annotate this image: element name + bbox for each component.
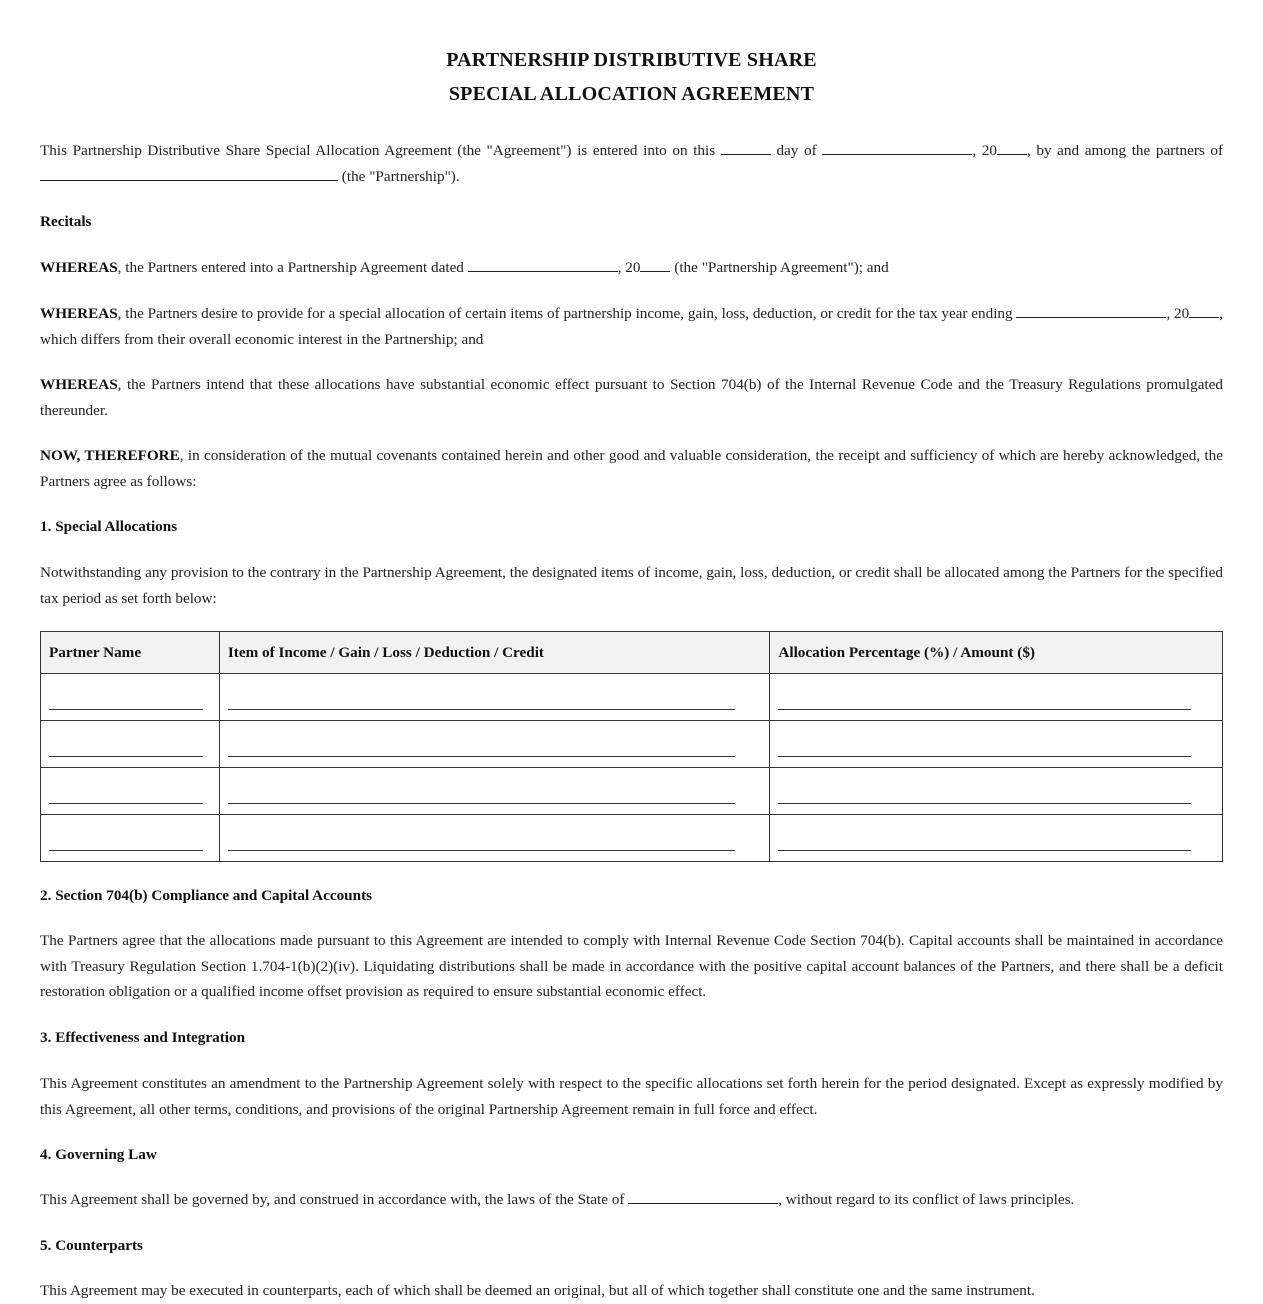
whereas-1: [40, 255, 1223, 281]
intro-text-3: , 20: [972, 142, 997, 159]
allocation-cell: [770, 768, 1223, 815]
title-line-2: SPECIAL ALLOCATION AGREEMENT: [448, 83, 815, 105]
document-title: [40, 43, 1223, 111]
year-blank[interactable]: [997, 142, 1027, 155]
intro-text-1: This Partnership Distributive Share Special Allocation Agreement (the "Agreement") is entered into on this: [40, 142, 716, 159]
partner-name-cell: [41, 815, 220, 862]
whereas-3: [40, 372, 1223, 423]
allocation-blank[interactable]: [778, 695, 1191, 710]
allocation-blank[interactable]: [778, 789, 1191, 804]
whereas-2-text-3: , which differs from their overall economic interest in the Partnership; and: [40, 305, 1224, 348]
column-header-item: Item of Income / Gain / Loss / Deduction / Credit: [219, 632, 770, 674]
table-row: [41, 768, 1223, 815]
intro-text-4: , by and among the partners of: [1026, 142, 1224, 159]
day-blank[interactable]: [721, 142, 771, 155]
partnership-name-blank[interactable]: [40, 168, 338, 181]
section-4-heading: 4. Governing Law: [40, 1146, 157, 1163]
allocation-cell: [770, 721, 1223, 768]
item-blank[interactable]: [228, 836, 735, 851]
intro-paragraph: [40, 138, 1223, 189]
section-5-heading: 5. Counterparts: [40, 1237, 143, 1254]
section-1-heading: 1. Special Allocations: [40, 518, 178, 535]
column-header-allocation: Allocation Percentage (%) / Amount ($): [770, 632, 1223, 674]
section-4-text-1: This Agreement shall be governed by, and construed in accordance with, the laws of the State of: [40, 1191, 625, 1208]
intro-text-5: (the "Partnership").: [341, 167, 460, 185]
item-blank[interactable]: [228, 742, 735, 757]
month-blank[interactable]: [822, 142, 972, 155]
table-row: [41, 721, 1223, 768]
item-cell: [219, 815, 770, 862]
table-row: [41, 815, 1223, 862]
allocation-blank[interactable]: [778, 836, 1191, 851]
whereas-2: [40, 301, 1223, 352]
allocation-cell: [770, 815, 1223, 862]
partner-name-blank[interactable]: [49, 695, 203, 710]
section-5-text: This Agreement may be executed in counterparts, each of which shall be deemed an original, but all of which together shall constitute one and the same instrument.: [40, 1282, 1035, 1299]
item-cell: [219, 768, 770, 815]
item-blank[interactable]: [228, 789, 735, 804]
title-line-1: PARTNERSHIP DISTRIBUTIVE SHARE: [446, 49, 817, 71]
now-therefore: [40, 443, 1223, 494]
whereas-2-text-1: , the Partners desire to provide for a special allocation of certain items of partnership income, gain, loss, deduction, or credit for the tax year ending: [117, 305, 1013, 322]
section-2-heading: 2. Section 704(b) Compliance and Capital Accounts: [40, 887, 373, 904]
tax-year-blank[interactable]: [1189, 305, 1219, 318]
table-row: [41, 674, 1223, 721]
section-4-text-2: , without regard to its conflict of laws principles.: [778, 1191, 1075, 1208]
allocation-blank[interactable]: [778, 742, 1191, 757]
whereas-1-text-1: , the Partners entered into a Partnership Agreement dated: [117, 259, 464, 276]
whereas-1-lead: WHEREAS: [40, 259, 118, 276]
whereas-2-lead: WHEREAS: [40, 305, 118, 322]
whereas-3-lead: WHEREAS: [40, 376, 118, 393]
whereas-2-text-2: , 20: [1166, 305, 1190, 322]
now-therefore-text: , in consideration of the mutual covenants contained herein and other good and valuable consideration, the receipt and sufficiency of which are hereby acknowledged, the Partners agree as follows:: [40, 447, 1223, 490]
item-cell: [219, 674, 770, 721]
column-header-partner-name: Partner Name: [41, 632, 220, 674]
whereas-1-text-3: (the "Partnership Agreement"); and: [674, 259, 889, 276]
partner-name-blank[interactable]: [49, 742, 203, 757]
allocation-cell: [770, 674, 1223, 721]
agreement-year-blank[interactable]: [640, 259, 670, 272]
table-header-row: [41, 632, 1223, 674]
whereas-3-text: , the Partners intend that these allocations have substantial economic effect pursuant to Section 704(b) of the Internal Revenue Code and the Treasury Regulations promulgated thereunder.: [40, 376, 1223, 419]
section-4-text: [40, 1187, 1223, 1213]
allocation-table: [40, 631, 1223, 862]
intro-text-2: day of: [776, 142, 817, 159]
recitals-heading: Recitals: [40, 213, 92, 230]
item-blank[interactable]: [228, 695, 735, 710]
item-cell: [219, 721, 770, 768]
tax-year-end-blank[interactable]: [1016, 305, 1166, 318]
whereas-1-text-2: , 20: [617, 259, 641, 276]
document-page: [40, 0, 1224, 1299]
now-therefore-lead: NOW, THEREFORE: [40, 447, 180, 464]
section-3-heading: 3. Effectiveness and Integration: [40, 1029, 246, 1046]
partner-name-blank[interactable]: [49, 836, 203, 851]
partner-name-blank[interactable]: [49, 789, 203, 804]
state-blank[interactable]: [628, 1191, 778, 1204]
partner-name-cell: [41, 768, 220, 815]
section-3-text: This Agreement constitutes an amendment to the Partnership Agreement solely with respect to the specific allocations set forth herein for the period designated. Except as expressly modified by this Agreement, all other terms, conditions, and provisions of the original Partnership Agreement remain in full force and effect.: [40, 1075, 1223, 1118]
section-2-text: The Partners agree that the allocations made pursuant to this Agreement are intended to comply with Internal Revenue Code Section 704(b). Capital accounts shall be maintained in accordance with Treasury Regulation Section 1.704-1(b)(2)(iv). Liquidating distributions shall be made in accordance with the positive capital account balances of the Partners, and there shall be a deficit restoration obligation or a qualified income offset provision as required to ensure substantial economic effect.: [40, 932, 1223, 1000]
partner-name-cell: [41, 674, 220, 721]
partner-name-cell: [41, 721, 220, 768]
agreement-date-blank[interactable]: [468, 259, 618, 272]
section-1-text: Notwithstanding any provision to the contrary in the Partnership Agreement, the designated items of income, gain, loss, deduction, or credit shall be allocated among the Partners for the specified tax period as set forth below:: [40, 564, 1223, 607]
